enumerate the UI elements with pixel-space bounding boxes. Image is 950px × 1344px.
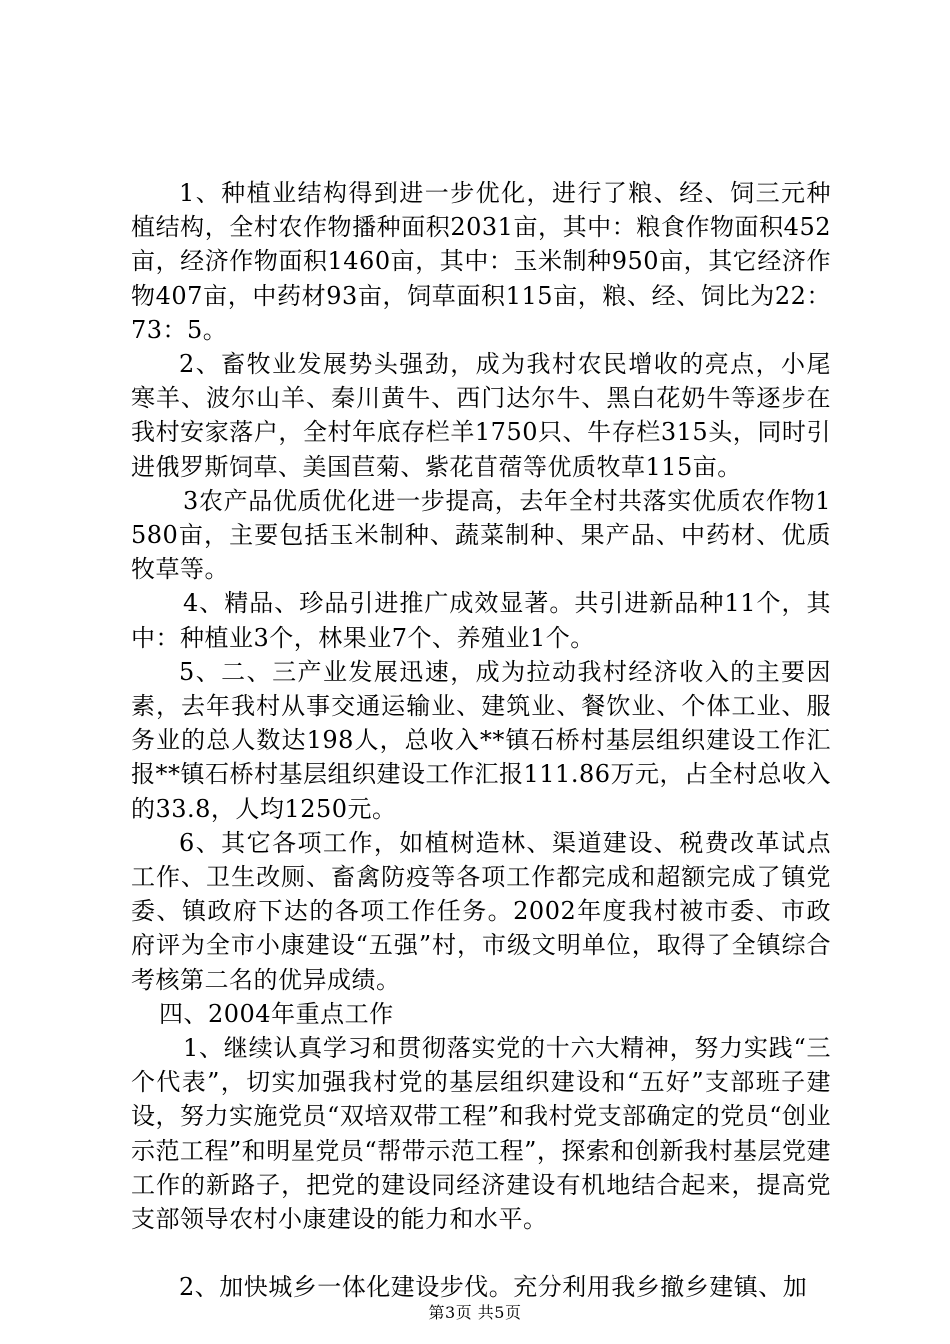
paragraph-quality-produce: 3农产品优质优化进一步提高，去年全村共落实优质农作物1580亩，主要包括玉米制种、蔬菜制种、果产品、中药材、优质牧草等。 [131, 486, 831, 584]
paragraph-other-work: 6、其它各项工作，如植树造林、渠道建设、税费改革试点工作、卫生改厕、畜禽防疫等各项工作都完成和超额完成了镇党委、镇政府下达的各项工作任务。2002年度我村被市委、市政府评为全市小康建设“五强”村，市级文明单位，取得了全镇综合考核第二名的优异成绩。 [131, 828, 831, 994]
paragraph-animal-husbandry: 2、畜牧业发展势头强劲，成为我村农民增收的亮点，小尾寒羊、波尔山羊、秦川黄牛、西门达尔牛、黑白花奶牛等逐步在我村安家落户，全村年底存栏羊1750只、牛存栏315头，同时引进俄罗斯饲草、美国苣菊、紫花苜蓿等优质牧草115亩。 [131, 350, 831, 481]
paragraph-urban-rural-integration: 2、加快城乡一体化建设步伐。充分利用我乡撤乡建镇、加 [179, 1273, 808, 1302]
document-body [131, 176, 831, 1305]
paragraph-secondary-tertiary-industry: 5、二、三产业发展迅速，成为拉动我村经济收入的主要因素，去年我村从事交通运输业、建筑业、餐饮业、个体工业、服务业的总人数达198人，总收入**镇石桥村基层组织建设工作汇报**镇石桥村基层组织建设工作汇报111.86万元，占全村总收入的33.8，人均1250元。 [131, 657, 831, 823]
paragraph-party-building: 1、继续认真学习和贯彻落实党的十六大精神，努力实践“三个代表”，切实加强我村党的基层组织建设和“五好”支部班子建设，努力实施党员“双培双带工程”和我村党支部确定的党员“创业示范工程”和明星党员“帮带示范工程”，探索和创新我村基层党建工作的新路子，把党的建设同经济建设有机地结合起来，提高党支部领导农村小康建设的能力和水平。 [131, 1034, 831, 1234]
section-heading-2004-key-work: 四、2004年重点工作 [159, 999, 394, 1028]
paragraph-planting-structure: 1、种植业结构得到进一步优化，进行了粮、经、饲三元种植结构，全村农作物播种面积2031亩，其中：粮食作物面积452亩，经济作物面积1460亩，其中：玉米制种950亩，其它经济作物407亩，中药材93亩，饲草面积115亩，粮、经、饲比为22：73：5。 [131, 179, 831, 344]
page-number-footer: 第3页 共5页 [428, 1303, 522, 1322]
paragraph-new-varieties: 4、精品、珍品引进推广成效显著。共引进新品种11个，其中：种植业3个，林果业7个、养殖业1个。 [131, 589, 831, 652]
